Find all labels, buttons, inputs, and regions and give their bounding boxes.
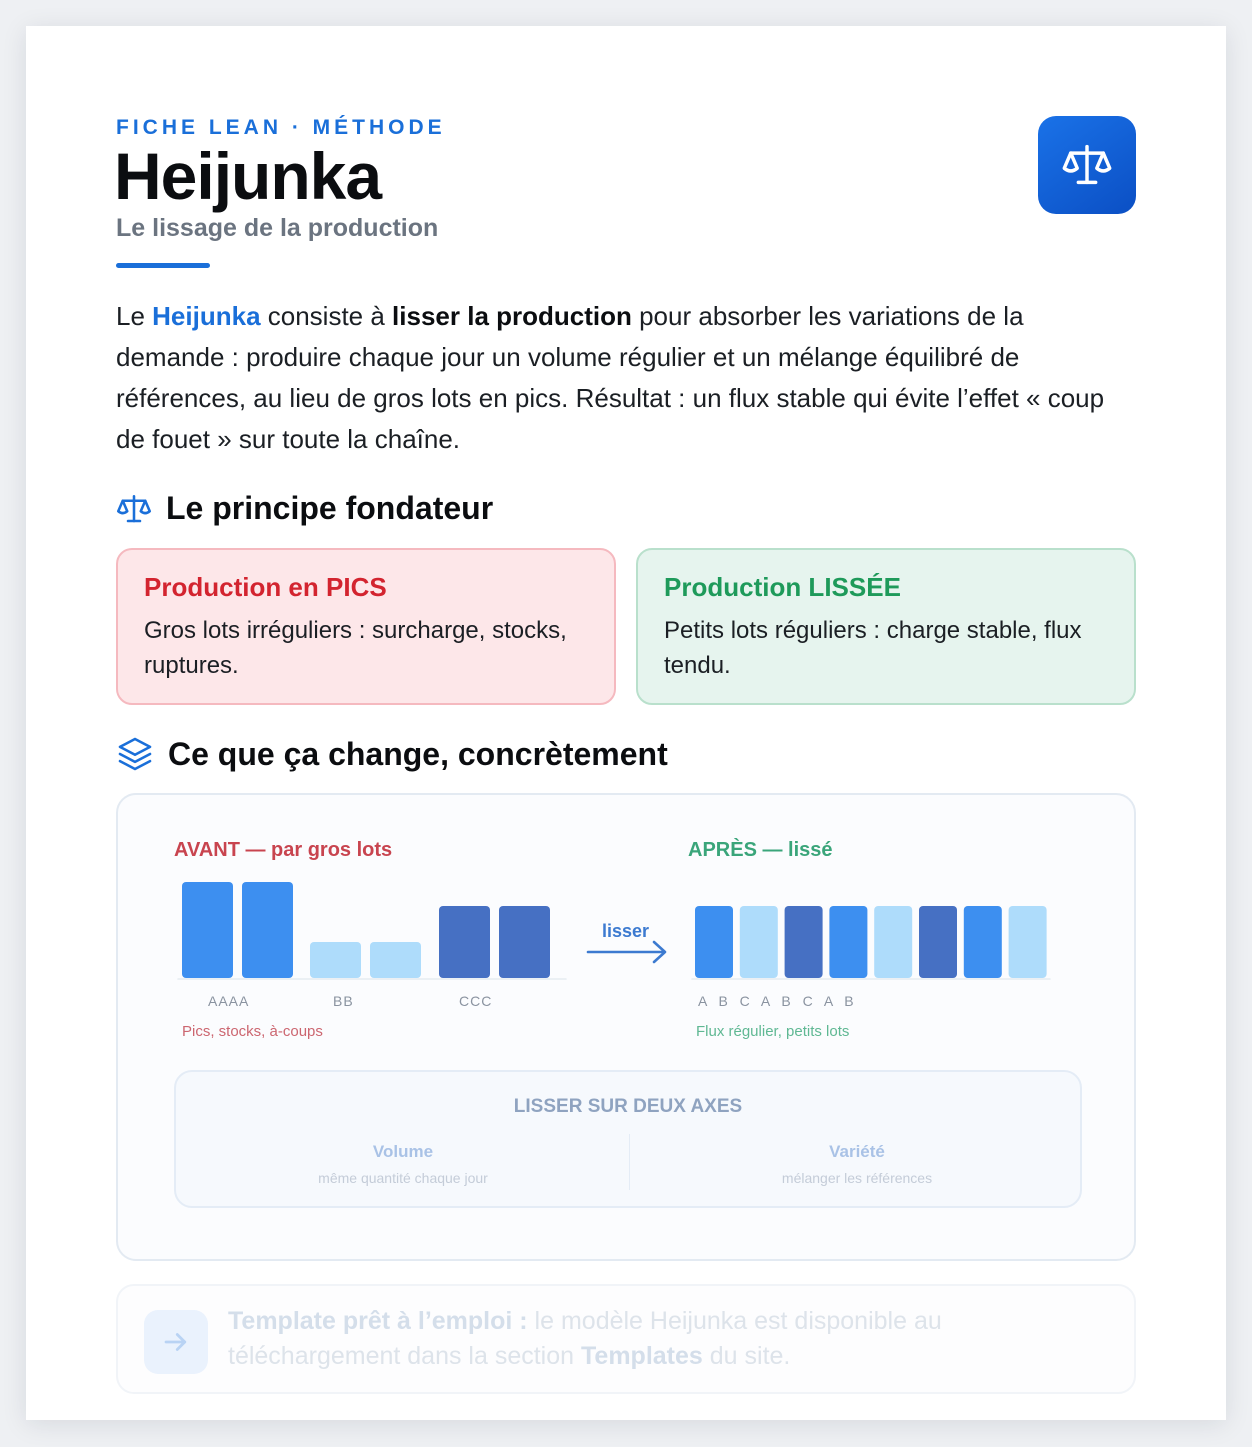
before-bar-b — [310, 942, 361, 978]
smooth-title: Production LISSÉE — [664, 572, 901, 602]
intro-text: consiste à — [260, 301, 393, 331]
axis-volume-name: Volume — [372, 1142, 434, 1161]
after-bar-b — [740, 906, 778, 978]
smooth-box — [636, 548, 1136, 705]
smooth-text: Petits lots réguliers : charge stable, flux tendu. — [664, 617, 1082, 679]
after-bar-a — [695, 906, 733, 978]
before-bar-a — [242, 882, 293, 978]
intro-paragraph — [116, 296, 1136, 460]
after-bar-c — [785, 906, 823, 978]
callout-text: le modèle Heijunka est disponible au téléchargement dans la section — [228, 1307, 942, 1370]
axis-volume — [176, 1142, 630, 1186]
before-bar-c — [499, 906, 550, 978]
axis-volume-desc: même quantité chaque jour — [318, 1170, 488, 1186]
group-label-aaaa: AAAA — [208, 993, 250, 1009]
after-bar-a — [829, 906, 867, 978]
section-change — [116, 735, 668, 773]
axis-variety-desc: mélanger les références — [781, 1170, 933, 1186]
before-bar-c — [439, 906, 490, 978]
after-bar-b — [874, 906, 912, 978]
intro-bold: lisser la production — [392, 301, 632, 331]
section-principle — [116, 490, 493, 527]
section-title-text: Le principe fondateur — [166, 490, 494, 526]
section-title-text: Ce que ça change, concrètement — [168, 735, 668, 772]
scale-icon — [116, 491, 152, 527]
scale-icon — [1061, 139, 1113, 191]
peaks-title: Production en PICS — [144, 572, 387, 602]
intro-text: Le — [116, 301, 153, 331]
group-label-bb: BB — [333, 993, 354, 1009]
before-label: AVANT — par gros lots — [174, 839, 393, 861]
after-note: Flux régulier, petits lots — [696, 1023, 850, 1040]
two-axes-box — [174, 1070, 1082, 1208]
template-callout — [116, 1284, 1136, 1394]
sequence-label: A B C A B C A B — [698, 993, 858, 1009]
axis-variety — [630, 1142, 1084, 1186]
after-label: APRÈS — lissé — [688, 839, 833, 861]
template-callout-text — [228, 1304, 1088, 1374]
axis-variety-name: Variété — [829, 1142, 885, 1161]
before-bar-a — [182, 882, 233, 978]
title-accent-line — [116, 263, 210, 268]
after-bar-b — [1009, 906, 1047, 978]
axes-title: LISSER SUR DEUX AXES — [513, 1096, 743, 1117]
after-bar-c — [919, 906, 957, 978]
intro-text: pour absorber les variations de la demande : produire chaque jour un volume régulier et un mélange équilibré de références, au lieu de gros lots en pics. Résultat : un flux stable qui évite l’effet « coup de fouet » sur toute la chaîne. — [116, 301, 1105, 454]
scale-badge — [1038, 116, 1136, 214]
intro-term: Heijunka — [152, 301, 261, 331]
layers-icon — [116, 735, 154, 773]
callout-bold: Template prêt à l’emploi : — [228, 1307, 528, 1335]
page-subtitle: Le lissage de la production — [116, 214, 439, 242]
peaks-box — [116, 548, 616, 705]
arrow-right-icon[interactable] — [144, 1310, 208, 1374]
before-bar-b — [370, 942, 421, 978]
eyebrow: FICHE LEAN · MÉTHODE — [116, 116, 446, 139]
smooth-arrow-label: lisser — [602, 921, 650, 941]
comparison-panel — [116, 793, 1136, 1261]
peaks-text: Gros lots irréguliers : surcharge, stocks, ruptures. — [144, 617, 567, 679]
templates-link[interactable]: Templates — [581, 1342, 703, 1370]
page-title: Heijunka — [114, 139, 382, 213]
group-label-ccc: CCC — [459, 993, 493, 1009]
lean-sheet-card — [26, 26, 1226, 1420]
callout-text: du site. — [702, 1342, 791, 1370]
after-bar-a — [964, 906, 1002, 978]
before-note: Pics, stocks, à-coups — [182, 1023, 323, 1040]
